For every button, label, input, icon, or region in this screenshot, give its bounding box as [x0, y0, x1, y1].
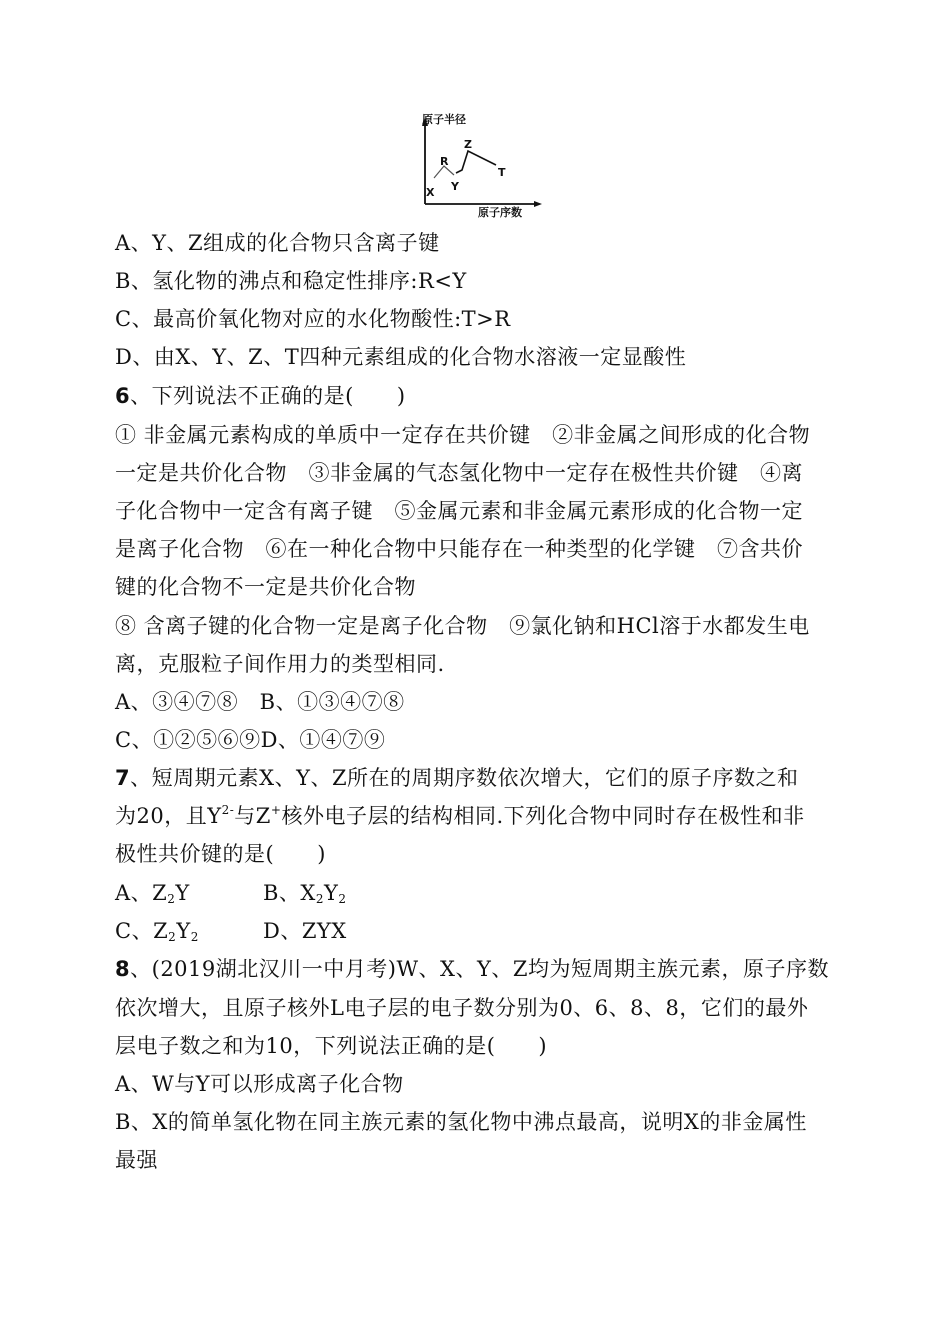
q7-option-c-pre: C、Z [115, 919, 169, 943]
q6-body-line-5: 键的化合物不一定是共价化合物 [115, 575, 416, 599]
q6-body-line-6: ⑧ 含离子键的化合物一定是离子化合物 ⑨氯化钠和HCl溶于水都发生电 [115, 614, 810, 638]
q6-body-line-4: 是离子化合物 ⑥在一种化合物中只能存在一种类型的化学键 ⑦含共价 [115, 537, 803, 561]
q7-z-charge: + [270, 803, 282, 817]
q6-body-line-2: 一定是共价化合物 ③非金属的气态氢化物中一定存在极性共价键 ④离 [115, 461, 803, 485]
q7-option-c-sub1: 2 [168, 930, 177, 944]
point-label-x: X [426, 186, 435, 199]
q8-line-1-text: 、(2019湖北汉川一中月考)W、X、Y、Z均为短周期主族元素，原子序数 [130, 957, 829, 981]
point-label-r: R [440, 155, 449, 168]
q8-option-a: A、W与Y可以形成离子化合物 [115, 1072, 404, 1096]
atomic-radius-figure [408, 110, 548, 222]
q8-option-b-line-1: B、X的简单氢化物在同主族元素的氢化物中沸点最高，说明X的非金属性 [115, 1110, 807, 1134]
q7-line-1-text: 、短周期元素X、Y、Z所在的周期序数依次增大，它们的原子序数之和 [130, 766, 799, 790]
q7-line-2-part-a: 为20，且Y [115, 804, 222, 828]
point-label-z: Z [464, 138, 472, 151]
q8-option-b-line-2: 最强 [115, 1148, 158, 1172]
q7-number: 7 [115, 766, 131, 790]
q8-line-1 [115, 954, 829, 984]
x-axis-arrow [534, 201, 542, 207]
q8-line-3: 层电子数之和为10，下列说法正确的是( ) [115, 1034, 548, 1058]
q7-option-b-pre: B、X [263, 881, 316, 905]
q7-option-c-sub2: 2 [190, 930, 199, 944]
q7-line-2-part-c: 核外电子层的结构相同.下列化合物中同时存在极性和非 [281, 804, 805, 828]
q6-stem [115, 381, 406, 411]
q6-body-line-7: 离，克服粒子间作用力的类型相同. [115, 652, 445, 676]
q6-options-row-2: C、①②⑤⑥⑨D、①④⑦⑨ [115, 728, 386, 752]
q7-option-b-sub2: 2 [338, 892, 347, 906]
q7-line-2-part-b: 与Z [234, 804, 271, 828]
q5-option-b: B、氢化物的沸点和稳定性排序:R<Y [115, 269, 467, 293]
point-label-t: T [498, 166, 506, 179]
q6-number: 6 [115, 384, 131, 408]
q6-body-line-1: ① 非金属元素构成的单质中一定存在共价键 ②非金属之间形成的化合物 [115, 423, 811, 447]
q7-option-b [263, 881, 347, 905]
q7-option-d: D、ZYX [263, 919, 347, 943]
q7-line-3: 极性共价键的是( ) [115, 842, 326, 866]
q5-option-c: C、最高价氧化物对应的水化物酸性:T>R [115, 307, 511, 331]
q7-option-c [115, 916, 263, 946]
q7-option-a-sub: 2 [167, 892, 176, 906]
q7-line-2 [115, 801, 805, 831]
q6-stem-text: 、下列说法不正确的是( ) [130, 384, 406, 408]
q7-option-b-sub1: 2 [315, 892, 325, 906]
q7-option-a [115, 878, 263, 908]
q6-options-row-1: A、③④⑦⑧ B、①③④⑦⑧ [115, 690, 405, 714]
q7-y-charge: 2- [221, 803, 235, 817]
q7-line-1 [115, 763, 799, 793]
q7-options-row-1 [115, 878, 347, 908]
x-axis-label: 原子序数 [478, 206, 522, 219]
q7-options-row-2 [115, 916, 347, 946]
radius-curve-2 [456, 151, 496, 173]
q5-option-a: A、Y、Z组成的化合物只含离子键 [115, 231, 440, 255]
q7-option-a-post: Y [175, 881, 190, 905]
q7-option-b-mid: Y [324, 881, 339, 905]
y-axis-label: 原子半径 [422, 113, 466, 126]
q7-option-a-pre: A、Z [115, 881, 168, 905]
q8-number: 8 [115, 957, 131, 981]
q7-option-c-mid: Y [176, 919, 191, 943]
q8-line-2: 依次增大，且原子核外L电子层的电子数分别为0、6、8、8，它们的最外 [115, 996, 809, 1020]
q6-body-line-3: 子化合物中一定含有离子键 ⑤金属元素和非金属元素形成的化合物一定 [115, 499, 803, 523]
atomic-radius-graph [408, 110, 548, 222]
point-label-y: Y [451, 180, 459, 193]
q5-option-d: D、由X、Y、Z、T四种元素组成的化合物水溶液一定显酸性 [115, 345, 687, 369]
